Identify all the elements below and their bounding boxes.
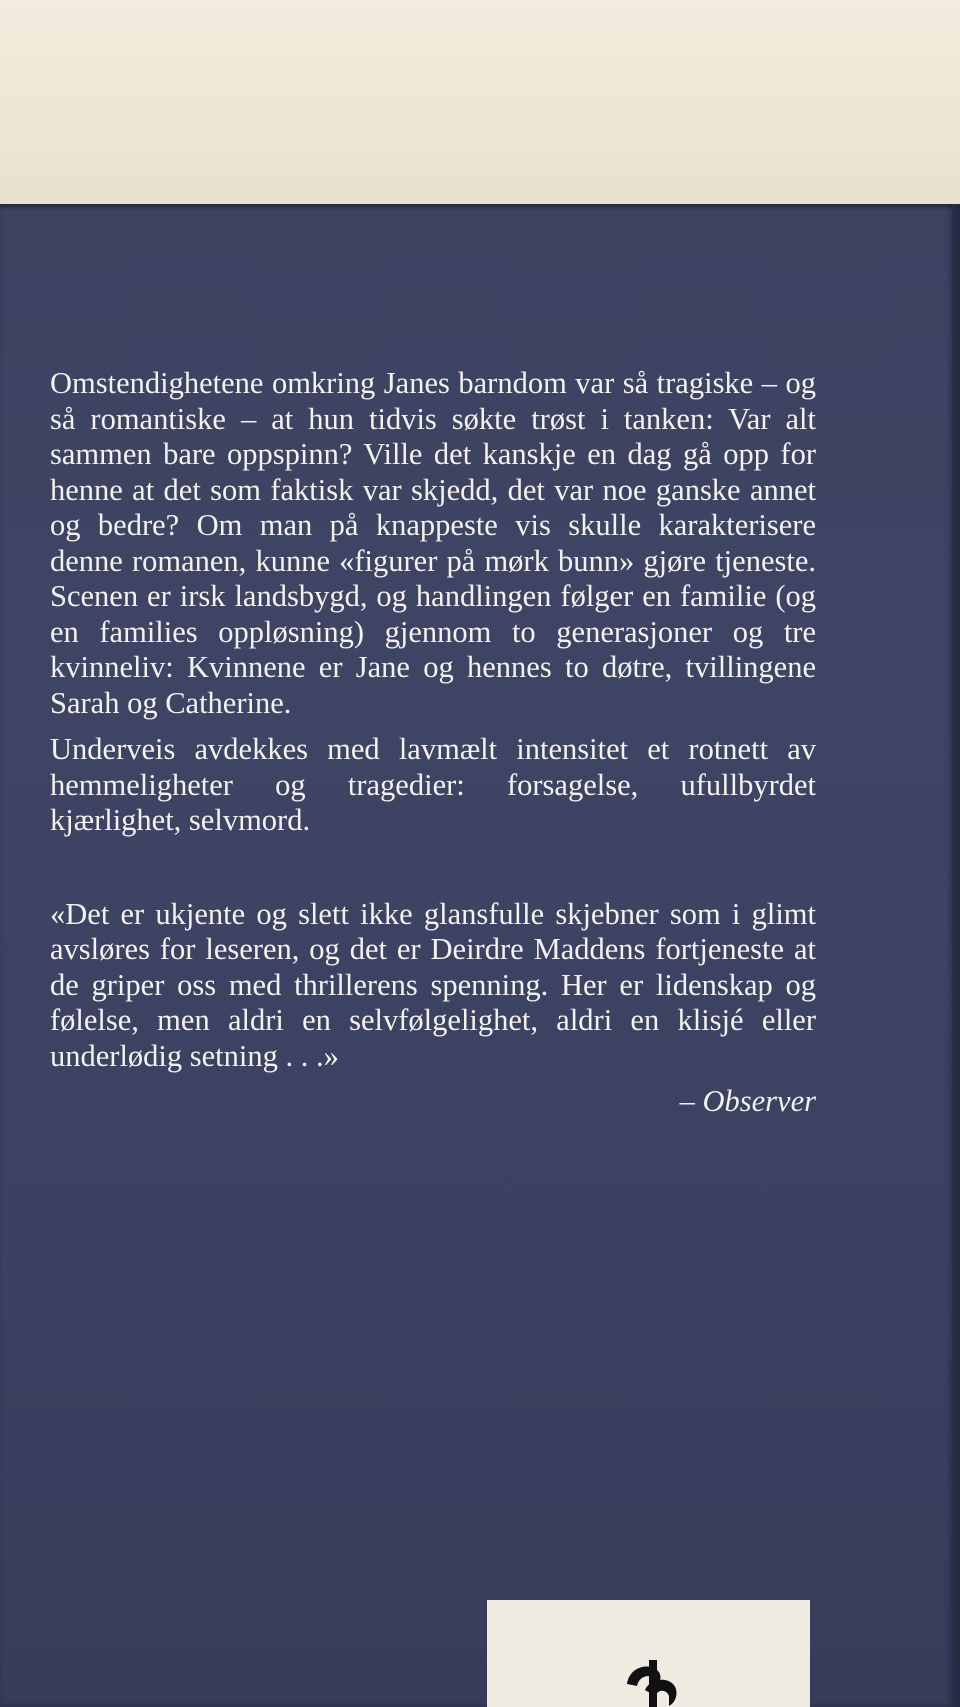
book-spine-edge: [952, 204, 960, 1707]
blurb-paragraph-2: Underveis avdekkes med lavmælt intensitet et rotnett av hemmeligheter og tragedier: forsagelse, ufullbyrdet kjærlighet, selvmord.: [50, 732, 816, 837]
blurb-paragraph-1: Omstendighetene omkring Janes barndom var så tragiske – og så romantiske – at hun tidvis søkte trøst i tanken: Var alt sammen bare oppspinn? Ville det kanskje en dag gå opp for henne at det som faktisk var skjedd, det var noe ganske annet og bedre? Om man på knappeste vis skulle karakterisere denne romanen, kunne «figurer på mørk bunn» gjøre tjeneste. Scenen er irsk landsbygd, og handlingen følger en familie (og en families oppløsning) gjennom to generasjoner og tre kvinneliv: Kvinnene er Jane og hennes to døtre, tvillingene Sarah og Catherine.: [50, 366, 816, 720]
blurb-text: [50, 366, 816, 1120]
attribution-dash: –: [679, 1084, 703, 1118]
table-surface: [0, 0, 960, 220]
attribution-source: Observer: [702, 1084, 816, 1118]
review-attribution: [50, 1084, 816, 1120]
publisher-logo-icon: [615, 1640, 685, 1707]
review-quote: «Det er ukjente og slett ikke glansfulle skjebner som i glimt avsløres for leseren, og det er Deirdre Maddens fortjeneste at de griper oss med thrillerens spenning. Her er lidenskap og følelse, men aldri en selvfølgelighet, aldri en klisjé eller underlødig setning . . .»: [50, 896, 816, 1073]
publisher-logo-box: [487, 1600, 810, 1707]
